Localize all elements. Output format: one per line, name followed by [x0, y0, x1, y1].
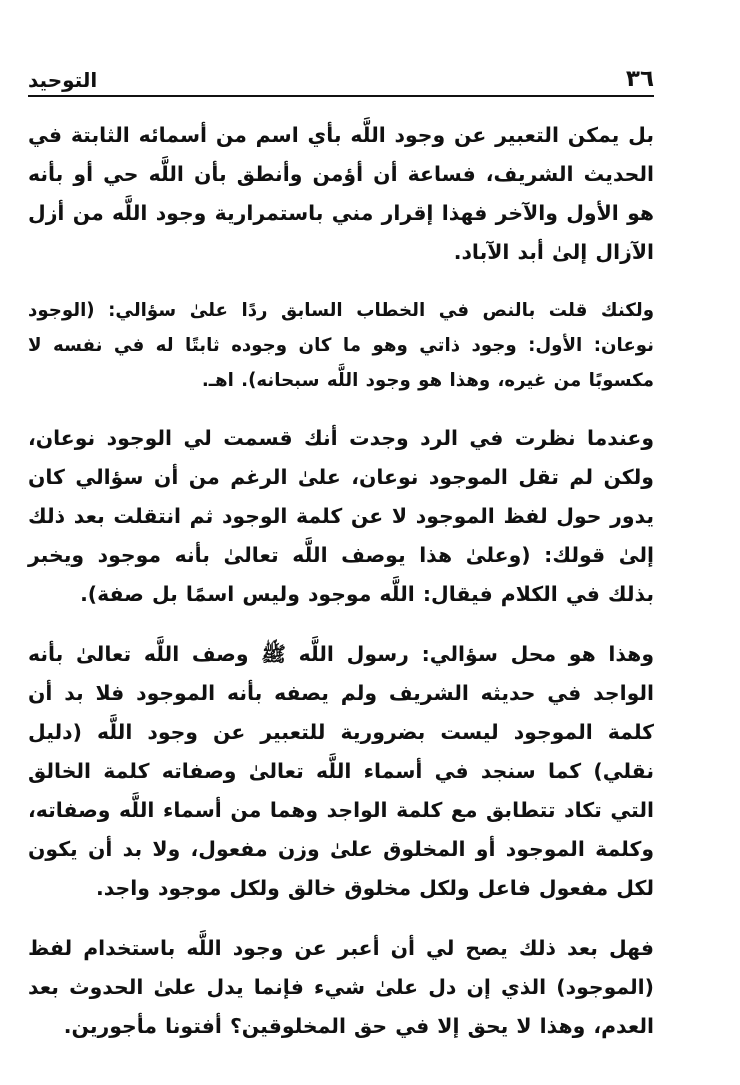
running-title: التوحيد — [28, 68, 98, 92]
paragraph-3: وعندما نظرت في الرد وجدت أنك قسمت لي الوجود نوعان، ولكن لم تقل الموجود نوعان، علىٰ الرغم من أن سؤالي كان يدور حول لفظ الموجود لا عن كلمة الوجود ثم انتقلت بعد ذلك إلىٰ قولك: (وعلىٰ هذا يوصف اللَّه تعالىٰ بأنه موجود ويخبر بذلك في الكلام فيقال: اللَّه موجود وليس اسمًا بل صفة). — [28, 426, 654, 606]
paragraph-4: وهذا هو محل سؤالي: رسول اللَّه ﷺ وصف اللَّه تعالىٰ بأنه الواجد في حديثه الشريف ولم يصفه بأنه الموجود فلا بد أن كلمة الموجود ليست بضرورية للتعبير عن وجود اللَّه (دليل نقلي) كما سنجد في أسماء اللَّه تعالىٰ وصفاته كلمة الخالق التي تكاد تتطابق مع كلمة الواجد وهما من أسماء اللَّه وصفاته، وكلمة الموجود أو المخلوق علىٰ وزن مفعول، ولا بد أن يكون لكل مفعول فاعل ولكل مخلوق خالق ولكل موجود واجد. — [28, 642, 654, 900]
paragraph-5: فهل بعد ذلك يصح لي أن أعبر عن وجود اللَّه باستخدام لفظ (الموجود) الذي إن دل علىٰ شيء فإنما يدل علىٰ الحدوث بعد العدم، وهذا لا يحق إلا في حق المخلوقين؟ أفتونا مأجورين. — [28, 936, 654, 1038]
page-header — [28, 58, 654, 92]
page-number: ٣٦ — [625, 66, 654, 92]
paragraph-1: بل يمكن التعبير عن وجود اللَّه بأي اسم من أسمائه الثابتة في الحديث الشريف، فساعة أن أؤمن وأنطق بأن اللَّه حي أو بأنه هو الأول والآخر فهذا إقرار مني باستمرارية وجود اللَّه من أزل الآزال إلىٰ أبد الآباد. — [28, 123, 654, 264]
header-rule — [28, 95, 654, 97]
paragraph-2: ولكنك قلت بالنص في الخطاب السابق ردًا علىٰ سؤالي: (الوجود نوعان: الأول: وجود ذاتي وهو ما كان وجوده ثابتًا له في نفسه لا مكسوبًا من غيره، وهذا هو وجود اللَّه سبحانه). اهـ. — [28, 300, 654, 391]
page-body — [28, 116, 654, 1067]
